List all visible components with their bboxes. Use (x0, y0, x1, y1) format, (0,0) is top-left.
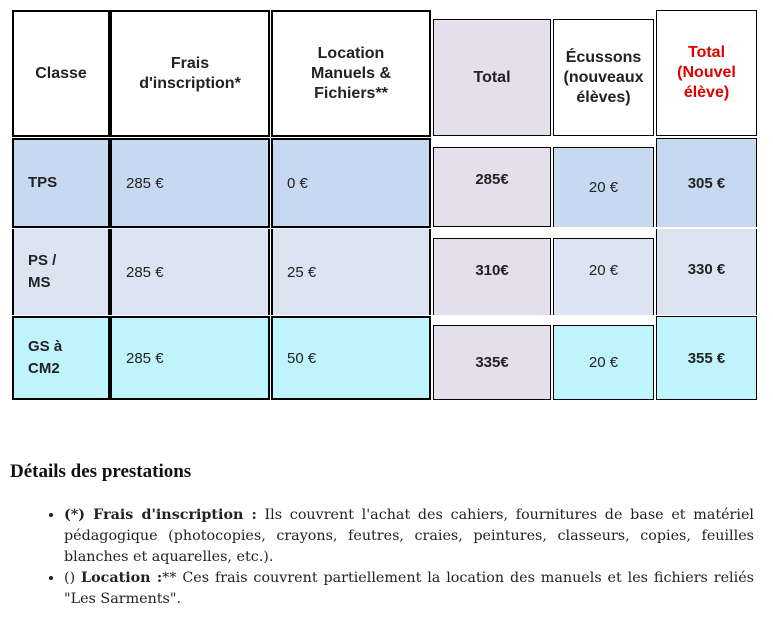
detail-text: Ils couvrent l'achat des cahiers, fournitures de base et matériel pédagogique (photocopies, crayons, feutres, craies, peintures, classeurs, copies, feuilles blanches et aquarelles, etc.). (64, 507, 754, 565)
row-gs-cm2-classe (12, 316, 110, 400)
row-ps-ms-classe (12, 229, 110, 315)
header-total-nouvel-label: Total (Nouvel élève) (677, 44, 736, 101)
classe-label: PS / MS (28, 252, 57, 291)
total-value: 310€ (475, 262, 509, 279)
row-tps-classe (12, 138, 110, 228)
header-location-label: Location Manuels & Fichiers** (310, 44, 391, 102)
row-gs-cm2-total-nouvel (656, 316, 757, 400)
row-tps-frais (110, 138, 270, 228)
header-classe-label: Classe (35, 64, 87, 82)
ecussons-value: 20 € (588, 354, 619, 371)
header-total (433, 19, 551, 136)
row-tps-location (271, 138, 431, 228)
location-value: 25 € (287, 263, 317, 281)
header-ecussons-label: Écussons (nouveaux élèves) (563, 48, 644, 106)
total-value: 285€ (475, 171, 509, 188)
detail-prefix: (*) (64, 507, 94, 523)
ecussons-value: 20 € (588, 179, 619, 196)
row-ps-ms-location (271, 229, 431, 315)
detail-item-location (64, 568, 754, 610)
row-gs-cm2-location (271, 316, 431, 400)
frais-value: 285 € (126, 263, 164, 281)
row-gs-cm2-total (433, 325, 551, 400)
row-tps-total-nouvel (656, 138, 757, 227)
row-tps-ecussons (553, 147, 654, 227)
total-nouvel-value: 330 € (687, 261, 726, 278)
row-gs-cm2-ecussons (553, 325, 654, 400)
row-ps-ms-total-nouvel (656, 229, 757, 315)
detail-text: ** Ces frais couvrent partiellement la location des manuels et les fichiers reliés "Les Sarments". (64, 570, 754, 607)
header-frais-label: Frais d'inscription* (139, 54, 241, 92)
ecussons-value: 20 € (588, 262, 619, 279)
header-location (271, 10, 431, 137)
total-value: 335€ (475, 354, 509, 371)
details-list (34, 505, 754, 610)
row-ps-ms-total (433, 238, 551, 315)
details-title: Détails des prestations (10, 461, 192, 482)
header-total-label: Total (473, 68, 511, 86)
frais-value: 285 € (126, 349, 164, 367)
classe-label: GS à CM2 (28, 338, 63, 377)
row-gs-cm2-frais (110, 316, 270, 400)
detail-prefix: () (64, 570, 82, 586)
location-value: 0 € (287, 174, 308, 192)
detail-item-frais (64, 505, 754, 568)
detail-label: Frais d'inscription : (93, 507, 257, 523)
detail-label: Location : (81, 570, 163, 586)
header-total-nouvel-eleve (656, 10, 757, 136)
classe-label: TPS (28, 174, 58, 191)
header-frais-inscription (110, 10, 270, 137)
total-nouvel-value: 305 € (687, 174, 726, 192)
total-nouvel-value: 355 € (687, 349, 726, 367)
row-tps-total (433, 147, 551, 227)
row-ps-ms-ecussons (553, 238, 654, 315)
row-ps-ms-frais (110, 229, 270, 315)
header-ecussons (553, 19, 654, 136)
frais-value: 285 € (126, 174, 164, 192)
header-classe (12, 10, 110, 137)
location-value: 50 € (287, 349, 317, 367)
